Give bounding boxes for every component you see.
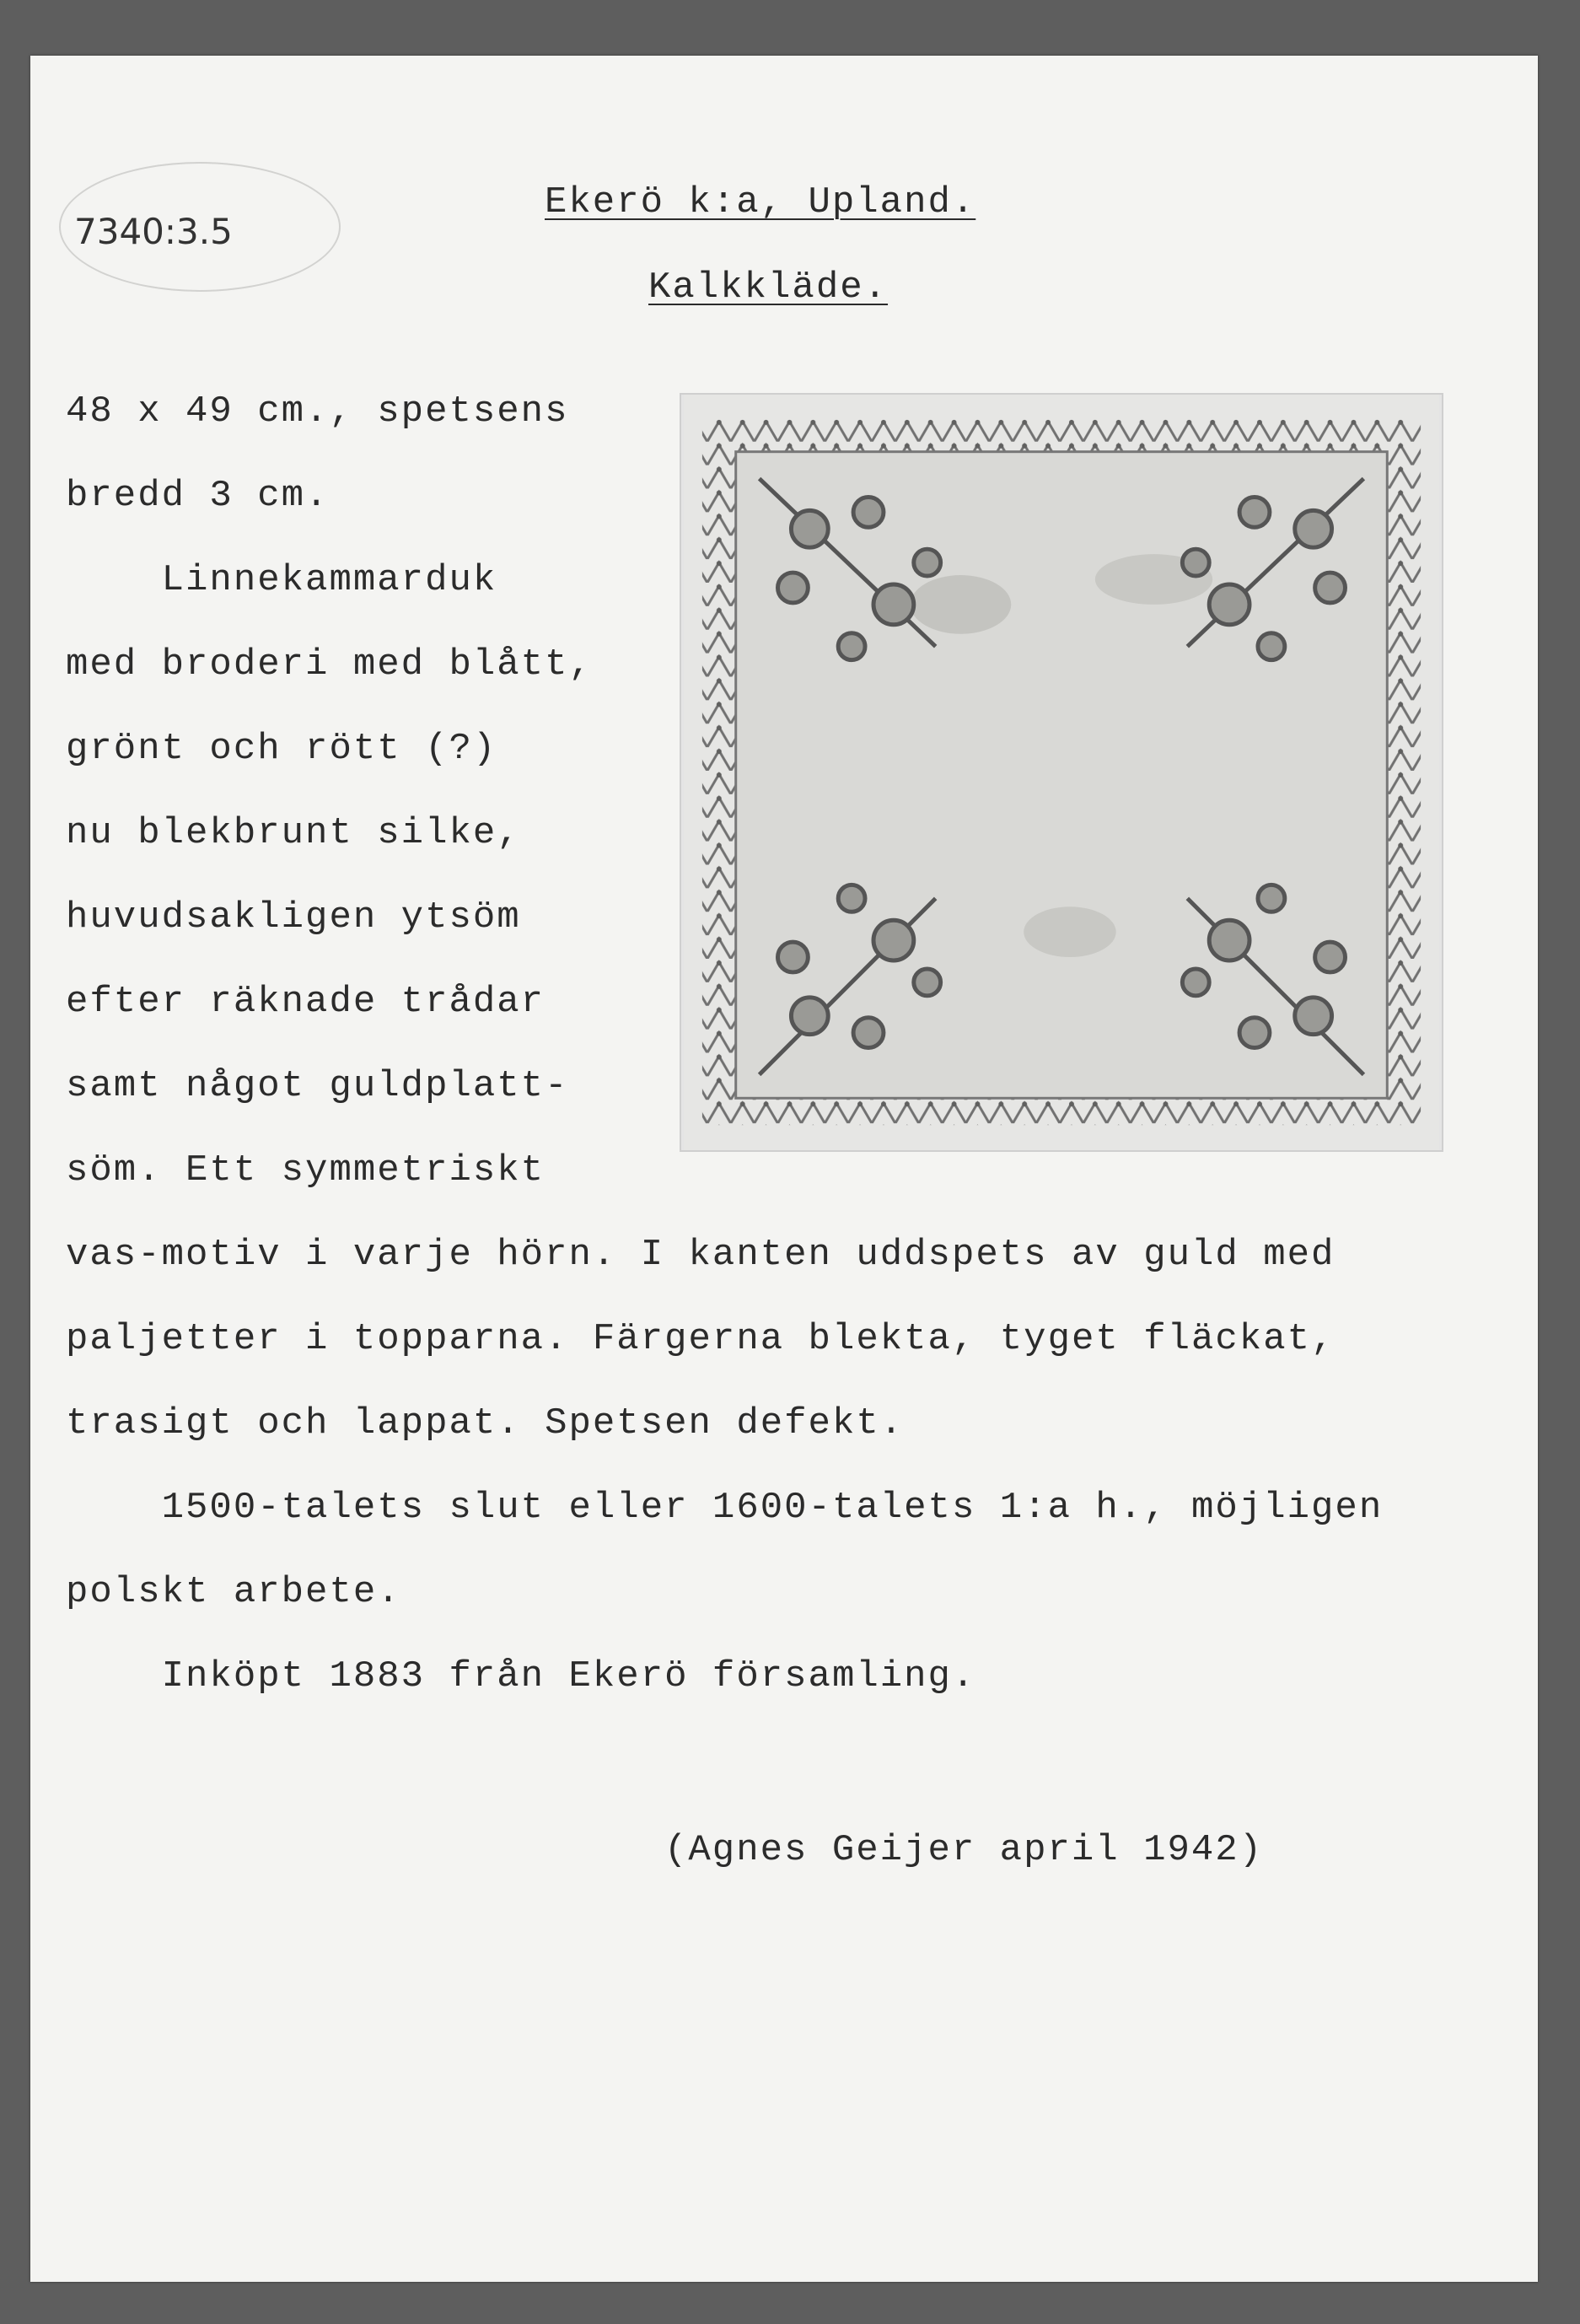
description-line: huvudsakligen ytsöm — [66, 896, 521, 939]
description-line: nu blekbrunt silke, — [66, 812, 521, 854]
description-line: Inköpt 1883 från Ekerö församling. — [66, 1655, 976, 1697]
signature: (Agnes Geijer april 1942) — [664, 1829, 1264, 1871]
inventory-number: 7340:3.5 — [74, 211, 233, 252]
description-line: efter räknade trådar — [66, 981, 545, 1023]
description-line: 1500-talets slut eller 1600-talets 1:a h., möjligen — [66, 1487, 1384, 1529]
description-line: paljetter i topparna. Färgerna blekta, tyget fläckat, — [66, 1318, 1335, 1360]
description-line: 48 x 49 cm., spetsens — [66, 390, 569, 433]
description-line: bredd 3 cm. — [66, 475, 330, 517]
catalog-card — [30, 56, 1538, 2282]
object-type-heading: Kalkkläde. — [648, 266, 889, 309]
description-line: grönt och rött (?) — [66, 728, 497, 770]
location-heading: Ekerö k:a, Upland. — [545, 181, 976, 223]
embroidered-cloth-icon — [681, 395, 1442, 1150]
embroidered-cloth-photo — [680, 393, 1443, 1152]
description-line: samt något guldplatt- — [66, 1065, 569, 1107]
description-line: Linnekammarduk — [66, 559, 497, 601]
description-line: trasigt och lappat. Spetsen defekt. — [66, 1402, 905, 1444]
description-line: med broderi med blått, — [66, 643, 593, 686]
description-line: vas-motiv i varje hörn. I kanten uddspets av guld med — [66, 1234, 1335, 1276]
description-line: polskt arbete. — [66, 1571, 401, 1613]
description-line: söm. Ett symmetriskt — [66, 1149, 545, 1192]
